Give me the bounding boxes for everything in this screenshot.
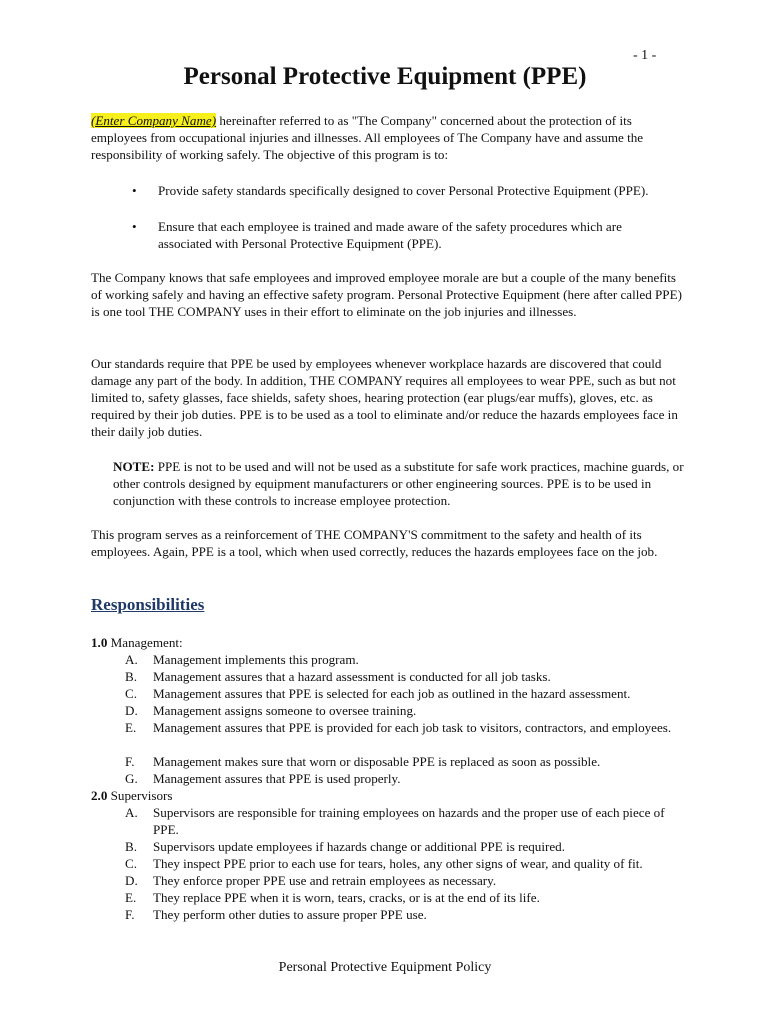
item-text: Management implements this program. [153,652,359,667]
item-letter: A. [125,805,138,820]
item-letter: D. [125,703,138,718]
intro-paragraph [91,112,683,163]
benefits-paragraph: The Company knows that safe employees and improved employee morale are but a couple of the many benefits of working safely and having an effective safety program. Personal Protective Equipment (here after called PPE) is one tool THE COMPANY uses in their effort to eliminate on the job injuries and illnesses. [91,270,682,319]
note-label: NOTE: [113,459,155,474]
item-letter: F. [125,754,135,769]
item-letter: C. [125,856,138,871]
intro-text: hereinafter referred to as "The Company" concerned about the protection of its employees from occupational injuries and illnesses. All employees of The Company have and assume the responsibility of working safely. The objective of this program is to: [91,113,644,162]
page-footer: Personal Protective Equipment Policy [278,960,492,975]
bullet-marker: • [132,219,137,234]
item-text: Supervisors are responsible for training employees on hazards and the proper use of each piece of PPE. [153,805,665,837]
item-text: Management assures that PPE is selected for each job as outlined in the hazard assessment. [153,686,631,701]
supervisors-heading [91,787,172,804]
page-number: - 1 - [633,48,657,63]
responsibilities-heading: Responsibilities [91,595,205,614]
standards-paragraph: Our standards require that PPE be used by employees whenever workplace hazards are discovered that could damage any part of the body. In addition, THE COMPANY requires all employees to wear PPE, such as but not limited to, safety glasses, face shields, safety shoes, hearing protection (ear plugs/ear muffs), gloves, etc. as required by their job duties. PPE is to be used as a tool to eliminate and/or reduce the hazards employees face in their daily job duties. [91,356,678,439]
item-letter: F. [125,907,135,922]
item-letter: B. [125,669,138,684]
item-text: Management assures that PPE is used properly. [153,771,401,786]
item-text: They inspect PPE prior to each use for tears, holes, any other signs of wear, and quality of fit. [153,856,643,871]
note-paragraph [113,458,685,509]
item-text: They perform other duties to assure proper PPE use. [153,907,427,922]
group-label: Supervisors [107,788,173,803]
management-heading [91,634,183,651]
objective-text: Ensure that each employee is trained and made aware of the safety procedures which are associated with Personal Protective Equipment (PPE). [158,219,622,251]
company-name-placeholder[interactable]: (Enter Company Name) [91,113,217,128]
item-text: Management makes sure that worn or disposable PPE is replaced as soon as possible. [153,754,601,769]
objective-text: Provide safety standards specifically designed to cover Personal Protective Equipment (PPE). [158,183,649,198]
item-text: Management assures that a hazard assessment is conducted for all job tasks. [153,669,551,684]
group-number: 2.0 [91,788,108,803]
bullet-marker: • [132,183,137,198]
group-number: 1.0 [91,635,108,650]
item-text: Supervisors update employees if hazards change or additional PPE is required. [153,839,565,854]
item-letter: B. [125,839,138,854]
item-letter: E. [125,890,137,905]
item-letter: A. [125,652,138,667]
item-letter: D. [125,873,138,888]
note-text: PPE is not to be used and will not be used as a substitute for safe work practices, machine guards, or other controls designed by equipment manufacturers or other engineering sources. PPE is to be used in conjunction with these controls to increase employee protection. [113,459,684,508]
item-text: Management assures that PPE is provided for each job task to visitors, contractors, and employees. [153,720,672,735]
item-letter: E. [125,720,137,735]
group-label: Management: [107,635,183,650]
item-letter: G. [125,771,138,786]
item-text: They replace PPE when it is worn, tears, cracks, or is at the end of its life. [153,890,540,905]
item-text: Management assigns someone to oversee training. [153,703,417,718]
document-title: Personal Protective Equipment (PPE) [183,63,587,90]
item-letter: C. [125,686,138,701]
reinforcement-paragraph: This program serves as a reinforcement of THE COMPANY'S commitment to the safety and health of its employees. Again, PPE is a tool, which when used correctly, reduces the hazards employees face on the job. [91,527,658,559]
item-text: They enforce proper PPE use and retrain employees as necessary. [153,873,497,888]
